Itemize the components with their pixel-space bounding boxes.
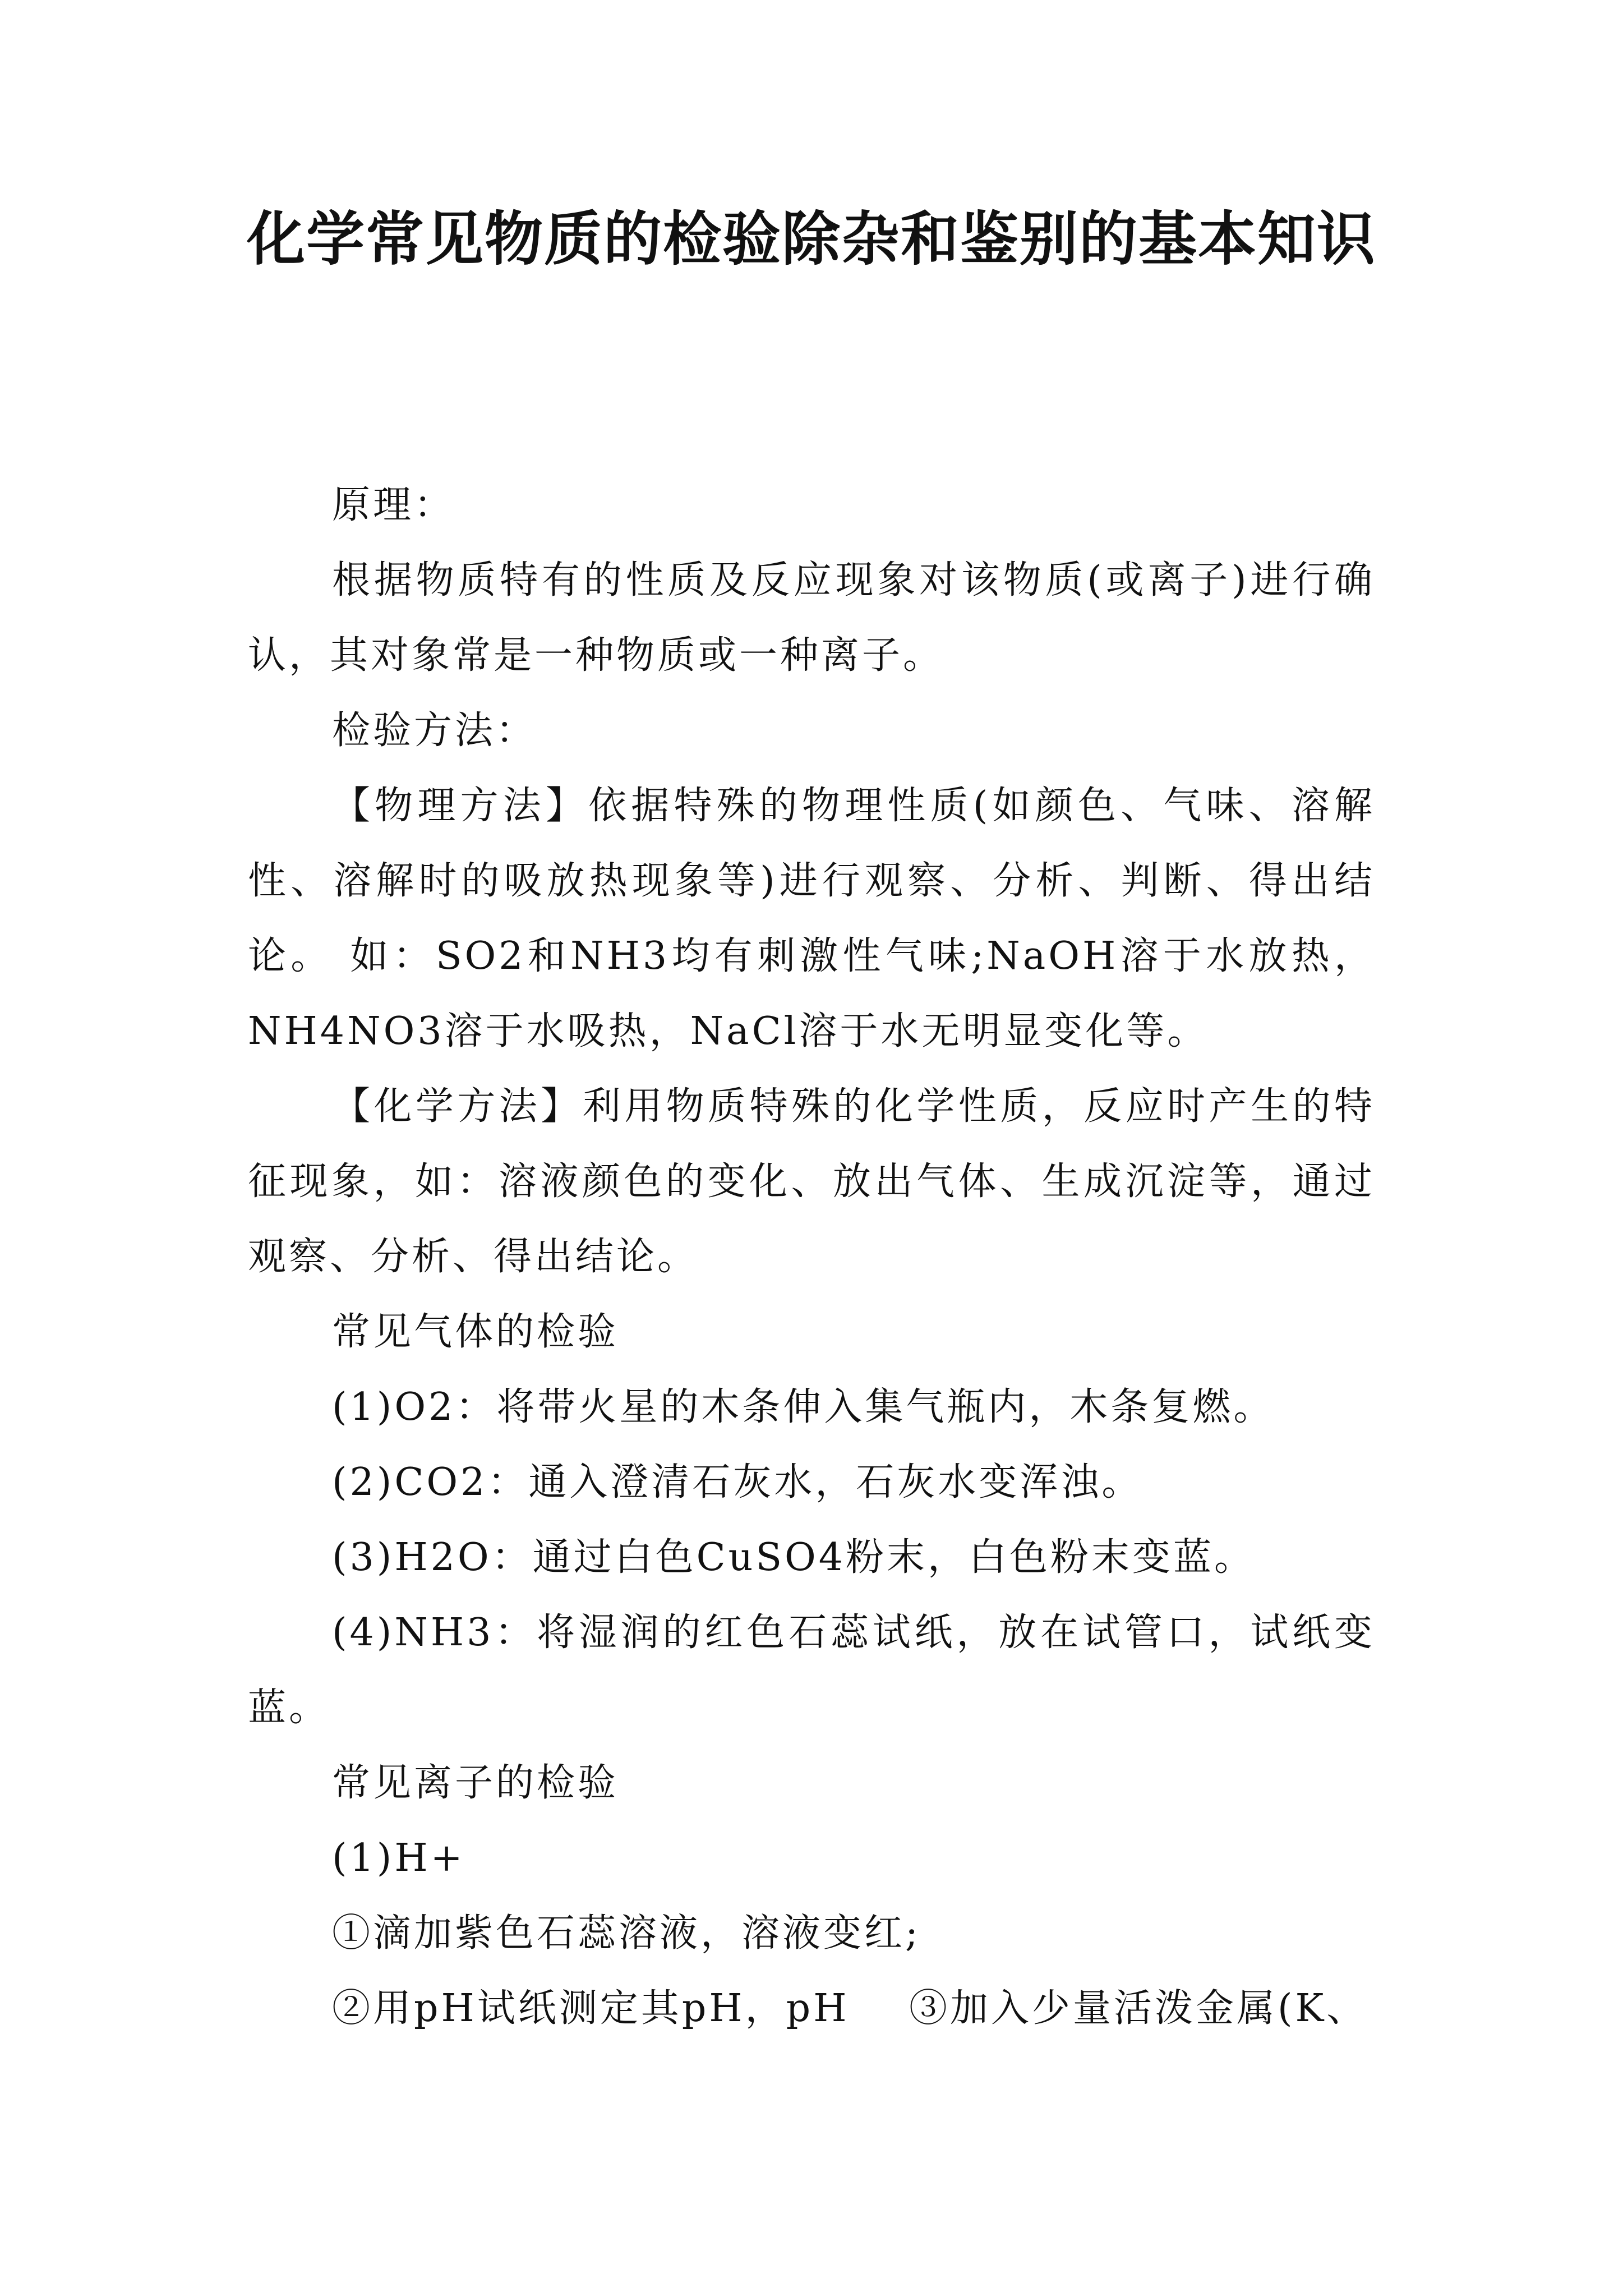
paragraph-principle-text: 根据物质特有的性质及反应现象对该物质(或离子)进行确认，其对象常是一种物质或一种离子。 <box>248 558 1375 678</box>
paragraph-gas-co2: (2)CO2：通入澄清石灰水，石灰水变浑浊。 <box>332 1460 1143 1504</box>
paragraph-ion-heading: 常见离子的检验 <box>332 1761 619 1805</box>
paragraph-gas-nh3: (4)NH3：将湿润的红色石蕊试纸，放在试管口，试纸变蓝。 <box>248 1611 1375 1730</box>
paragraph-principle-heading: 原理： <box>332 483 455 527</box>
document-title: 化学常见物质的检验除杂和鉴别的基本知识 <box>247 205 1377 273</box>
paragraph-gas-h2o: (3)H2O：通过白色CuSO4粉末，白色粉末变蓝。 <box>332 1535 1256 1580</box>
paragraph-methods-heading: 检验方法： <box>332 708 537 753</box>
paragraph-gas-heading: 常见气体的检验 <box>332 1310 619 1354</box>
paragraph-ion-h-step1: ①滴加紫色石蕊溶液，溶液变红; <box>332 1911 921 1955</box>
paragraph-ion-h-step2: ②用pH试纸测定其pH，pH ③加入少量活泼金属(K、 <box>332 1986 1368 2031</box>
paragraph-physical-method: 【物理方法】依据特殊的物理性质(如颜色、气味、溶解性、溶解时的吸放热现象等)进行观察、分析、判断、得出结论。 如：SO2和NH3均有刺激性气味;NaOH溶于水放热，NH4NO3溶于水吸热，NaCl溶于水无明显变化等。 <box>248 784 1375 1053</box>
paragraph-gas-o2: (1)O2：将带火星的木条伸入集气瓶内，木条复燃。 <box>332 1385 1275 1429</box>
paragraph-chemical-method: 【化学方法】利用物质特殊的化学性质，反应时产生的特征现象，如：溶液颜色的变化、放出气体、生成沉淀等，通过观察、分析、得出结论。 <box>248 1084 1375 1279</box>
paragraph-ion-h: (1)H+ <box>332 1836 465 1880</box>
document-body <box>248 468 1375 2046</box>
